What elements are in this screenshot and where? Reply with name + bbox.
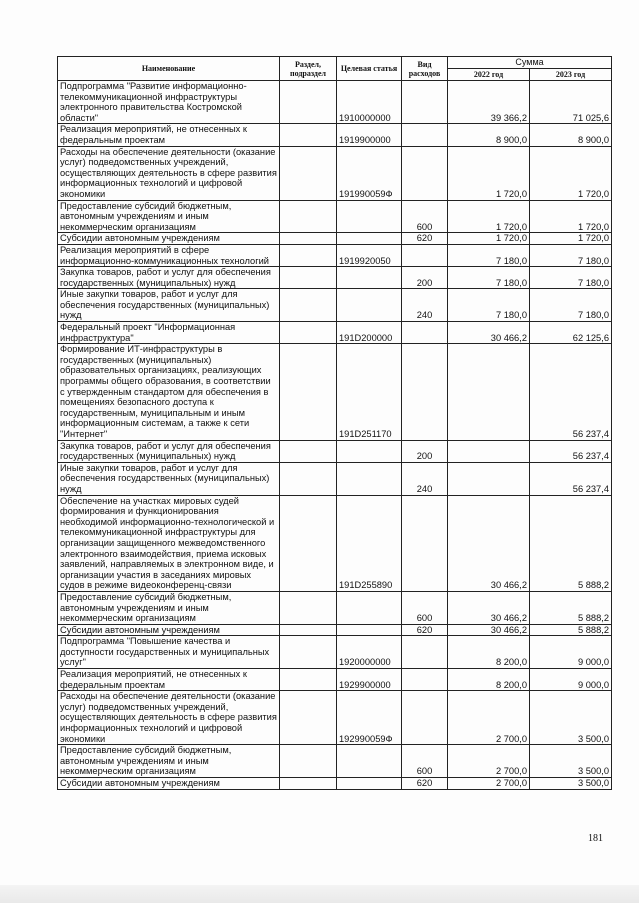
row-sum-2022: 8 200,0 (448, 636, 530, 669)
row-expense-type: 620 (402, 624, 448, 636)
row-expense-type: 620 (402, 233, 448, 245)
header-name: Наименование (58, 57, 280, 81)
row-sum-2023: 5 888,2 (530, 591, 612, 624)
row-name: Обеспечение на участках мировых судей формирования и функционирования необходимой информационно-технологической и телекоммуникационной инфраструктуры для организации защищенного межведомственного электронного взаимодействия, приема исковых заявлений, направляемых в электронном виде, и организации участия в заседаниях мировых судов в режиме видеоконференц-связи (58, 495, 280, 591)
row-section (280, 344, 337, 440)
row-name: Расходы на обеспечение деятельности (оказание услуг) подведомственных учреждений, осуществляющих деятельность в сфере развития информационных технологий и цифровой экономики (58, 146, 280, 200)
row-sum-2023: 9 000,0 (530, 669, 612, 691)
row-expense-type (402, 669, 448, 691)
table-row (58, 344, 612, 440)
row-sum-2022: 39 366,2 (448, 81, 530, 124)
row-expense-type (402, 244, 448, 266)
header-section: Раздел, подраздел (280, 57, 337, 81)
header-target: Целевая статья (337, 57, 402, 81)
row-target-code: 1919920050 (337, 244, 402, 266)
table-row (58, 124, 612, 146)
row-section (280, 495, 337, 591)
row-expense-type: 600 (402, 745, 448, 778)
row-target-code (337, 462, 402, 495)
row-name: Подпрограмма "Развитие информационно-телекоммуникационной инфраструктуры электронного правительства Костромской области" (58, 81, 280, 124)
row-section (280, 233, 337, 245)
table-row (58, 745, 612, 778)
row-target-code: 1919900000 (337, 124, 402, 146)
table-row (58, 440, 612, 462)
row-expense-type (402, 691, 448, 745)
row-name: Иные закупки товаров, работ и услуг для обеспечения государственных (муниципальных) нужд (58, 462, 280, 495)
row-expense-type (402, 124, 448, 146)
row-target-code: 1920000000 (337, 636, 402, 669)
row-expense-type (402, 344, 448, 440)
row-target-code (337, 778, 402, 790)
row-section (280, 462, 337, 495)
row-section (280, 244, 337, 266)
row-section (280, 267, 337, 289)
row-sum-2023: 1 720,0 (530, 233, 612, 245)
row-section (280, 591, 337, 624)
row-expense-type (402, 322, 448, 344)
row-name: Закупка товаров, работ и услуг для обеспечения государственных (муниципальных) нужд (58, 440, 280, 462)
table-row (58, 591, 612, 624)
row-expense-type: 240 (402, 462, 448, 495)
row-section (280, 440, 337, 462)
row-target-code (337, 233, 402, 245)
row-sum-2023: 5 888,2 (530, 624, 612, 636)
row-name: Реализация мероприятий, не отнесенных к федеральным проектам (58, 124, 280, 146)
row-sum-2023: 56 237,4 (530, 344, 612, 440)
row-name: Подпрограмма "Повышение качества и доступности государственных и муниципальных услуг" (58, 636, 280, 669)
row-section (280, 624, 337, 636)
page-number: 181 (588, 833, 603, 844)
table-row (58, 267, 612, 289)
row-expense-type: 620 (402, 778, 448, 790)
table-row (58, 636, 612, 669)
table-row (58, 322, 612, 344)
row-sum-2022: 30 466,2 (448, 495, 530, 591)
row-expense-type: 600 (402, 591, 448, 624)
row-target-code: 191D251170 (337, 344, 402, 440)
table-row (58, 624, 612, 636)
row-sum-2022 (448, 344, 530, 440)
table-row (58, 81, 612, 124)
scan-edge (0, 885, 639, 903)
header-row (58, 57, 612, 69)
table-row (58, 146, 612, 200)
row-section (280, 778, 337, 790)
row-section (280, 322, 337, 344)
table-body (58, 81, 612, 790)
row-section (280, 289, 337, 322)
row-expense-type (402, 495, 448, 591)
budget-table (57, 56, 612, 790)
row-expense-type (402, 81, 448, 124)
row-expense-type: 200 (402, 267, 448, 289)
row-sum-2023: 8 900,0 (530, 124, 612, 146)
row-section (280, 146, 337, 200)
header-sum: Сумма (448, 57, 612, 69)
row-sum-2022 (448, 462, 530, 495)
row-expense-type: 240 (402, 289, 448, 322)
table-row (58, 200, 612, 233)
header-type: Вид расходов (402, 57, 448, 81)
row-sum-2022: 2 700,0 (448, 778, 530, 790)
row-sum-2023: 1 720,0 (530, 200, 612, 233)
row-sum-2023: 62 125,6 (530, 322, 612, 344)
row-sum-2023: 3 500,0 (530, 691, 612, 745)
table-row (58, 495, 612, 591)
row-target-code (337, 745, 402, 778)
row-name: Предоставление субсидий бюджетным, автономным учреждениям и иным некоммерческим организациям (58, 745, 280, 778)
row-target-code: 1929900000 (337, 669, 402, 691)
row-name: Формирование ИТ-инфраструктуры в государственных (муниципальных) образовательных организациях, реализующих программы общего образования, в соответствии с утвержденным стандартом для обеспечения в помещениях безопасного доступа к государственным, муниципальным и иным информационным системам, а также к сети "Интернет" (58, 344, 280, 440)
row-name: Субсидии автономным учреждениям (58, 778, 280, 790)
row-expense-type (402, 146, 448, 200)
row-sum-2022: 7 180,0 (448, 244, 530, 266)
table-row (58, 233, 612, 245)
row-name: Иные закупки товаров, работ и услуг для обеспечения государственных (муниципальных) нужд (58, 289, 280, 322)
row-name: Субсидии автономным учреждениям (58, 233, 280, 245)
row-name: Закупка товаров, работ и услуг для обеспечения государственных (муниципальных) нужд (58, 267, 280, 289)
row-sum-2023: 9 000,0 (530, 636, 612, 669)
row-sum-2022: 1 720,0 (448, 233, 530, 245)
row-target-code: 1910000000 (337, 81, 402, 124)
row-name: Федеральный проект "Информационная инфраструктура" (58, 322, 280, 344)
row-expense-type: 200 (402, 440, 448, 462)
row-expense-type (402, 636, 448, 669)
row-sum-2022: 30 466,2 (448, 322, 530, 344)
row-sum-2023: 1 720,0 (530, 146, 612, 200)
row-expense-type: 600 (402, 200, 448, 233)
row-sum-2022: 2 700,0 (448, 691, 530, 745)
row-sum-2023: 7 180,0 (530, 244, 612, 266)
row-target-code (337, 591, 402, 624)
row-name: Реализация мероприятий, не отнесенных к федеральным проектам (58, 669, 280, 691)
row-sum-2022: 8 200,0 (448, 669, 530, 691)
row-sum-2022: 8 900,0 (448, 124, 530, 146)
row-section (280, 124, 337, 146)
row-section (280, 745, 337, 778)
row-sum-2022: 7 180,0 (448, 289, 530, 322)
table-row (58, 691, 612, 745)
table-row (58, 462, 612, 495)
row-section (280, 636, 337, 669)
row-section (280, 81, 337, 124)
row-name: Реализация мероприятий в сфере информационно-коммуникационных технологий (58, 244, 280, 266)
row-target-code (337, 200, 402, 233)
row-sum-2023: 5 888,2 (530, 495, 612, 591)
row-sum-2023: 3 500,0 (530, 745, 612, 778)
row-sum-2023: 7 180,0 (530, 289, 612, 322)
row-target-code (337, 289, 402, 322)
row-target-code: 191D255890 (337, 495, 402, 591)
row-target-code (337, 440, 402, 462)
row-sum-2022: 1 720,0 (448, 200, 530, 233)
row-name: Предоставление субсидий бюджетным, автономным учреждениям и иным некоммерческим организациям (58, 200, 280, 233)
row-sum-2023: 3 500,0 (530, 778, 612, 790)
row-sum-2022: 7 180,0 (448, 267, 530, 289)
row-target-code (337, 267, 402, 289)
row-sum-2022: 30 466,2 (448, 624, 530, 636)
row-name: Предоставление субсидий бюджетным, автономным учреждениям и иным некоммерческим организациям (58, 591, 280, 624)
row-sum-2023: 56 237,4 (530, 440, 612, 462)
row-section (280, 200, 337, 233)
row-sum-2023: 56 237,4 (530, 462, 612, 495)
row-sum-2022: 2 700,0 (448, 745, 530, 778)
table-row (58, 778, 612, 790)
table-row (58, 244, 612, 266)
row-sum-2023: 71 025,6 (530, 81, 612, 124)
row-target-code (337, 624, 402, 636)
row-sum-2022: 1 720,0 (448, 146, 530, 200)
row-sum-2022 (448, 440, 530, 462)
row-section (280, 669, 337, 691)
header-year-2023: 2023 год (530, 69, 612, 81)
row-target-code: 191D200000 (337, 322, 402, 344)
table-row (58, 289, 612, 322)
row-target-code: 192990059Ф (337, 691, 402, 745)
row-name: Расходы на обеспечение деятельности (оказание услуг) подведомственных учреждений, осуществляющих деятельность в сфере развития информационных технологий и цифровой экономики (58, 691, 280, 745)
row-target-code: 191990059Ф (337, 146, 402, 200)
row-sum-2022: 30 466,2 (448, 591, 530, 624)
row-name: Субсидии автономным учреждениям (58, 624, 280, 636)
header-year-2022: 2022 год (448, 69, 530, 81)
row-section (280, 691, 337, 745)
row-sum-2023: 7 180,0 (530, 267, 612, 289)
table-row (58, 669, 612, 691)
